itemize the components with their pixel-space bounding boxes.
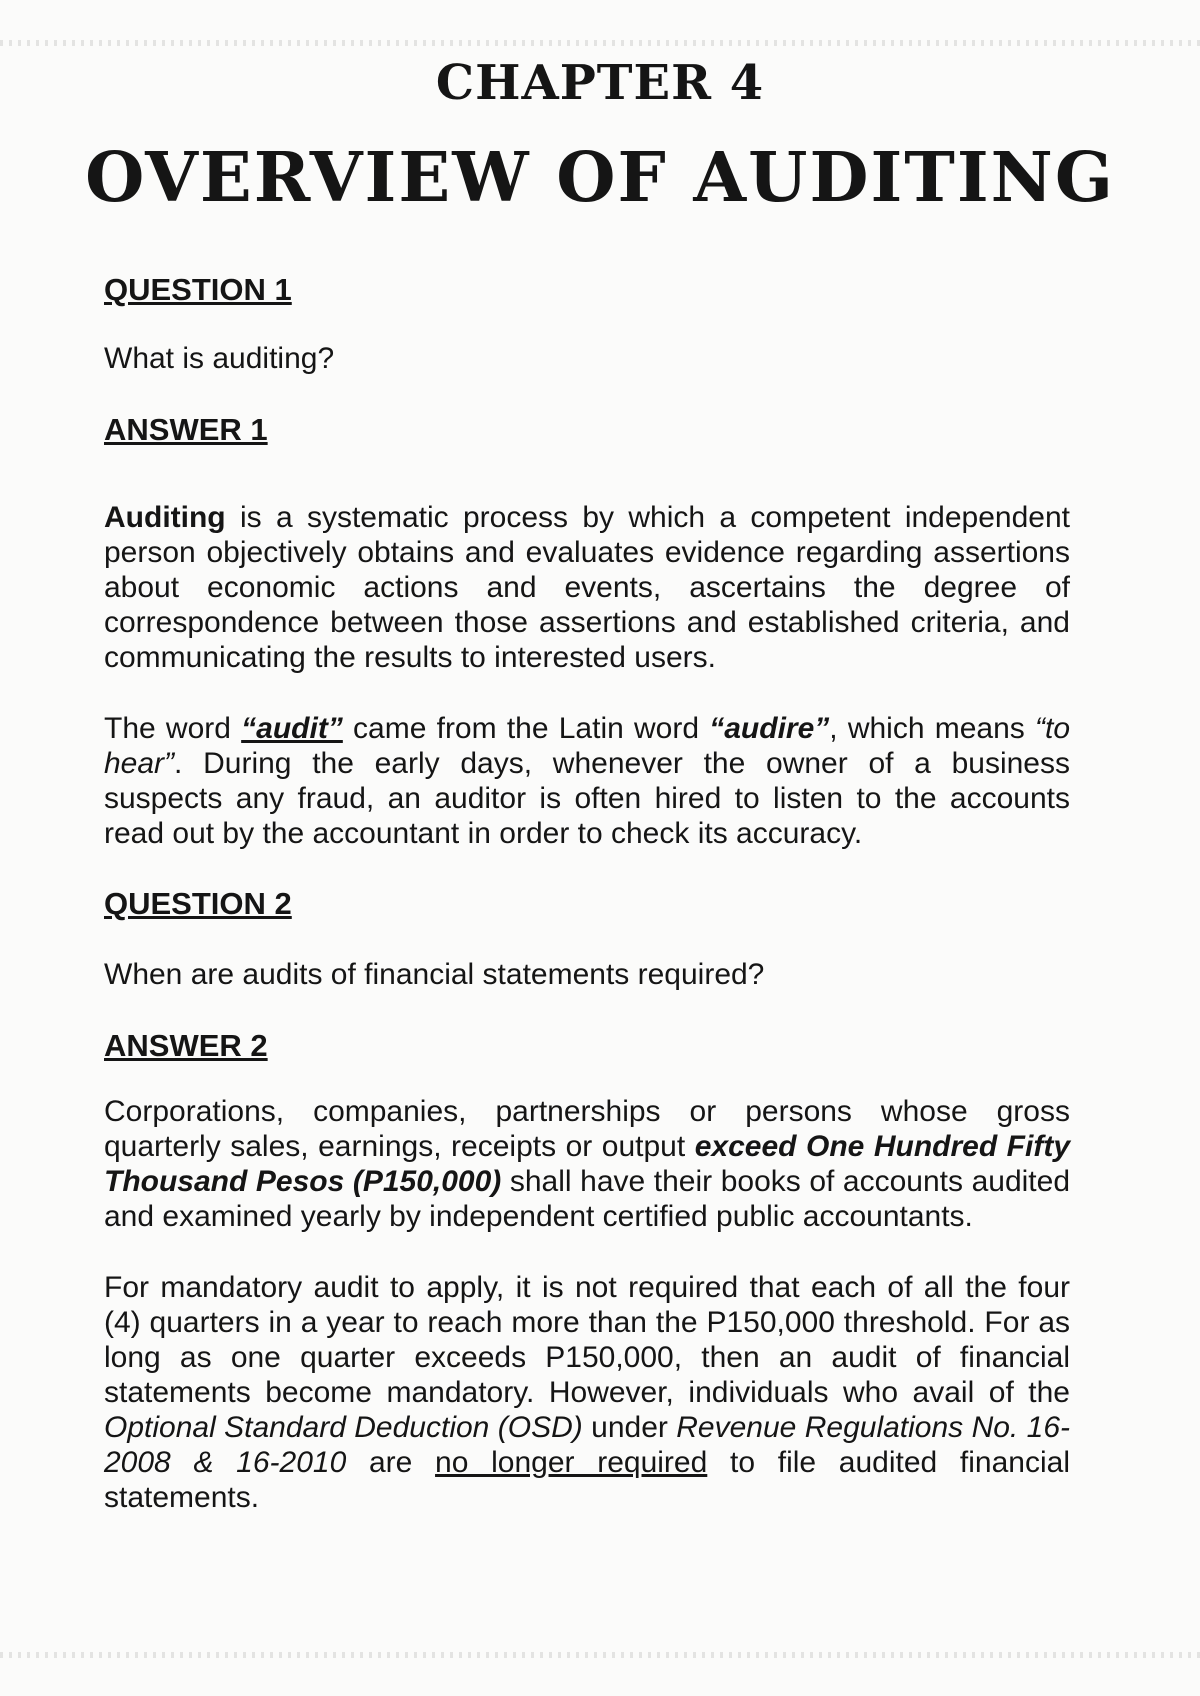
scan-noise-top	[0, 40, 1200, 46]
a2-p1-text-a: Corporations, companies, partnerships or persons whose gross quarterly sales, earnings, receipts or output	[104, 1095, 1070, 1163]
p2-text-d: . During the early days, whenever the owner of a business suspects any fraud, an auditor is often hired to listen to the accounts read out by the accountant in order to check its accuracy.	[104, 747, 1070, 850]
scan-noise-bottom	[0, 1652, 1200, 1658]
a2-p2-text-b: under	[582, 1411, 677, 1444]
osd-term: Optional Standard Deduction (OSD)	[104, 1411, 583, 1444]
question-2-heading: QUESTION 2	[104, 886, 292, 921]
word-audit: “audit”	[241, 712, 343, 745]
answer-1	[104, 412, 1070, 851]
word-to-hear: “to hear”	[104, 712, 1071, 780]
a2-p2-text-d: to file audited financial statements.	[104, 1446, 1070, 1514]
question-1	[104, 272, 1070, 376]
chapter-title: OVERVIEW OF AUDITING	[85, 138, 1115, 218]
answer-2	[104, 1028, 1070, 1515]
answer-2-paragraph-1	[104, 1094, 1070, 1234]
a2-p1-text-c: shall have their books of accounts audited and examined yearly by independent certified public accountants.	[104, 1165, 1071, 1233]
answer-1-paragraph-1	[104, 500, 1070, 675]
question-2	[104, 886, 1070, 992]
answer-1-heading: ANSWER 1	[104, 412, 268, 447]
threshold-emphasis: exceed One Hundred Fifty Thousand Pesos (P150,000)	[104, 1130, 1071, 1198]
no-longer-required: no longer required	[435, 1446, 708, 1479]
chapter-label: CHAPTER 4	[435, 55, 765, 111]
answer-1-paragraph-2	[104, 711, 1070, 851]
question-1-text: What is auditing?	[104, 342, 335, 375]
word-audire: “audire”	[709, 712, 830, 745]
p2-text-a: The word	[104, 712, 242, 745]
a2-p2-text-c: are	[346, 1446, 436, 1479]
answer-2-heading: ANSWER 2	[104, 1028, 268, 1063]
auditing-term: Auditing	[104, 501, 226, 534]
p2-text-c: , which means	[829, 712, 1035, 745]
revenue-regulations-ref: Revenue Regulations No. 16-2008 & 16-2010	[104, 1411, 1070, 1479]
answer-1-paragraph-1-text: is a systematic process by which a competent independent person objectively obtains and evaluates evidence regarding assertions about economic actions and events, ascertains the degree of correspondence between those assertions and established criteria, and communicating the results to interested users.	[104, 501, 1070, 674]
a2-p2-text-a: For mandatory audit to apply, it is not required that each of all the four (4) quarters in a year to reach more than the P150,000 threshold. For as long as one quarter exceeds P150,000, then an audit of financial statements become mandatory. However, individuals who avail of the	[104, 1271, 1070, 1409]
p2-text-b: came from the Latin word	[342, 712, 710, 745]
question-1-heading: QUESTION 1	[104, 272, 292, 307]
question-2-text: When are audits of financial statements required?	[104, 958, 765, 991]
answer-2-paragraph-2	[104, 1270, 1070, 1515]
